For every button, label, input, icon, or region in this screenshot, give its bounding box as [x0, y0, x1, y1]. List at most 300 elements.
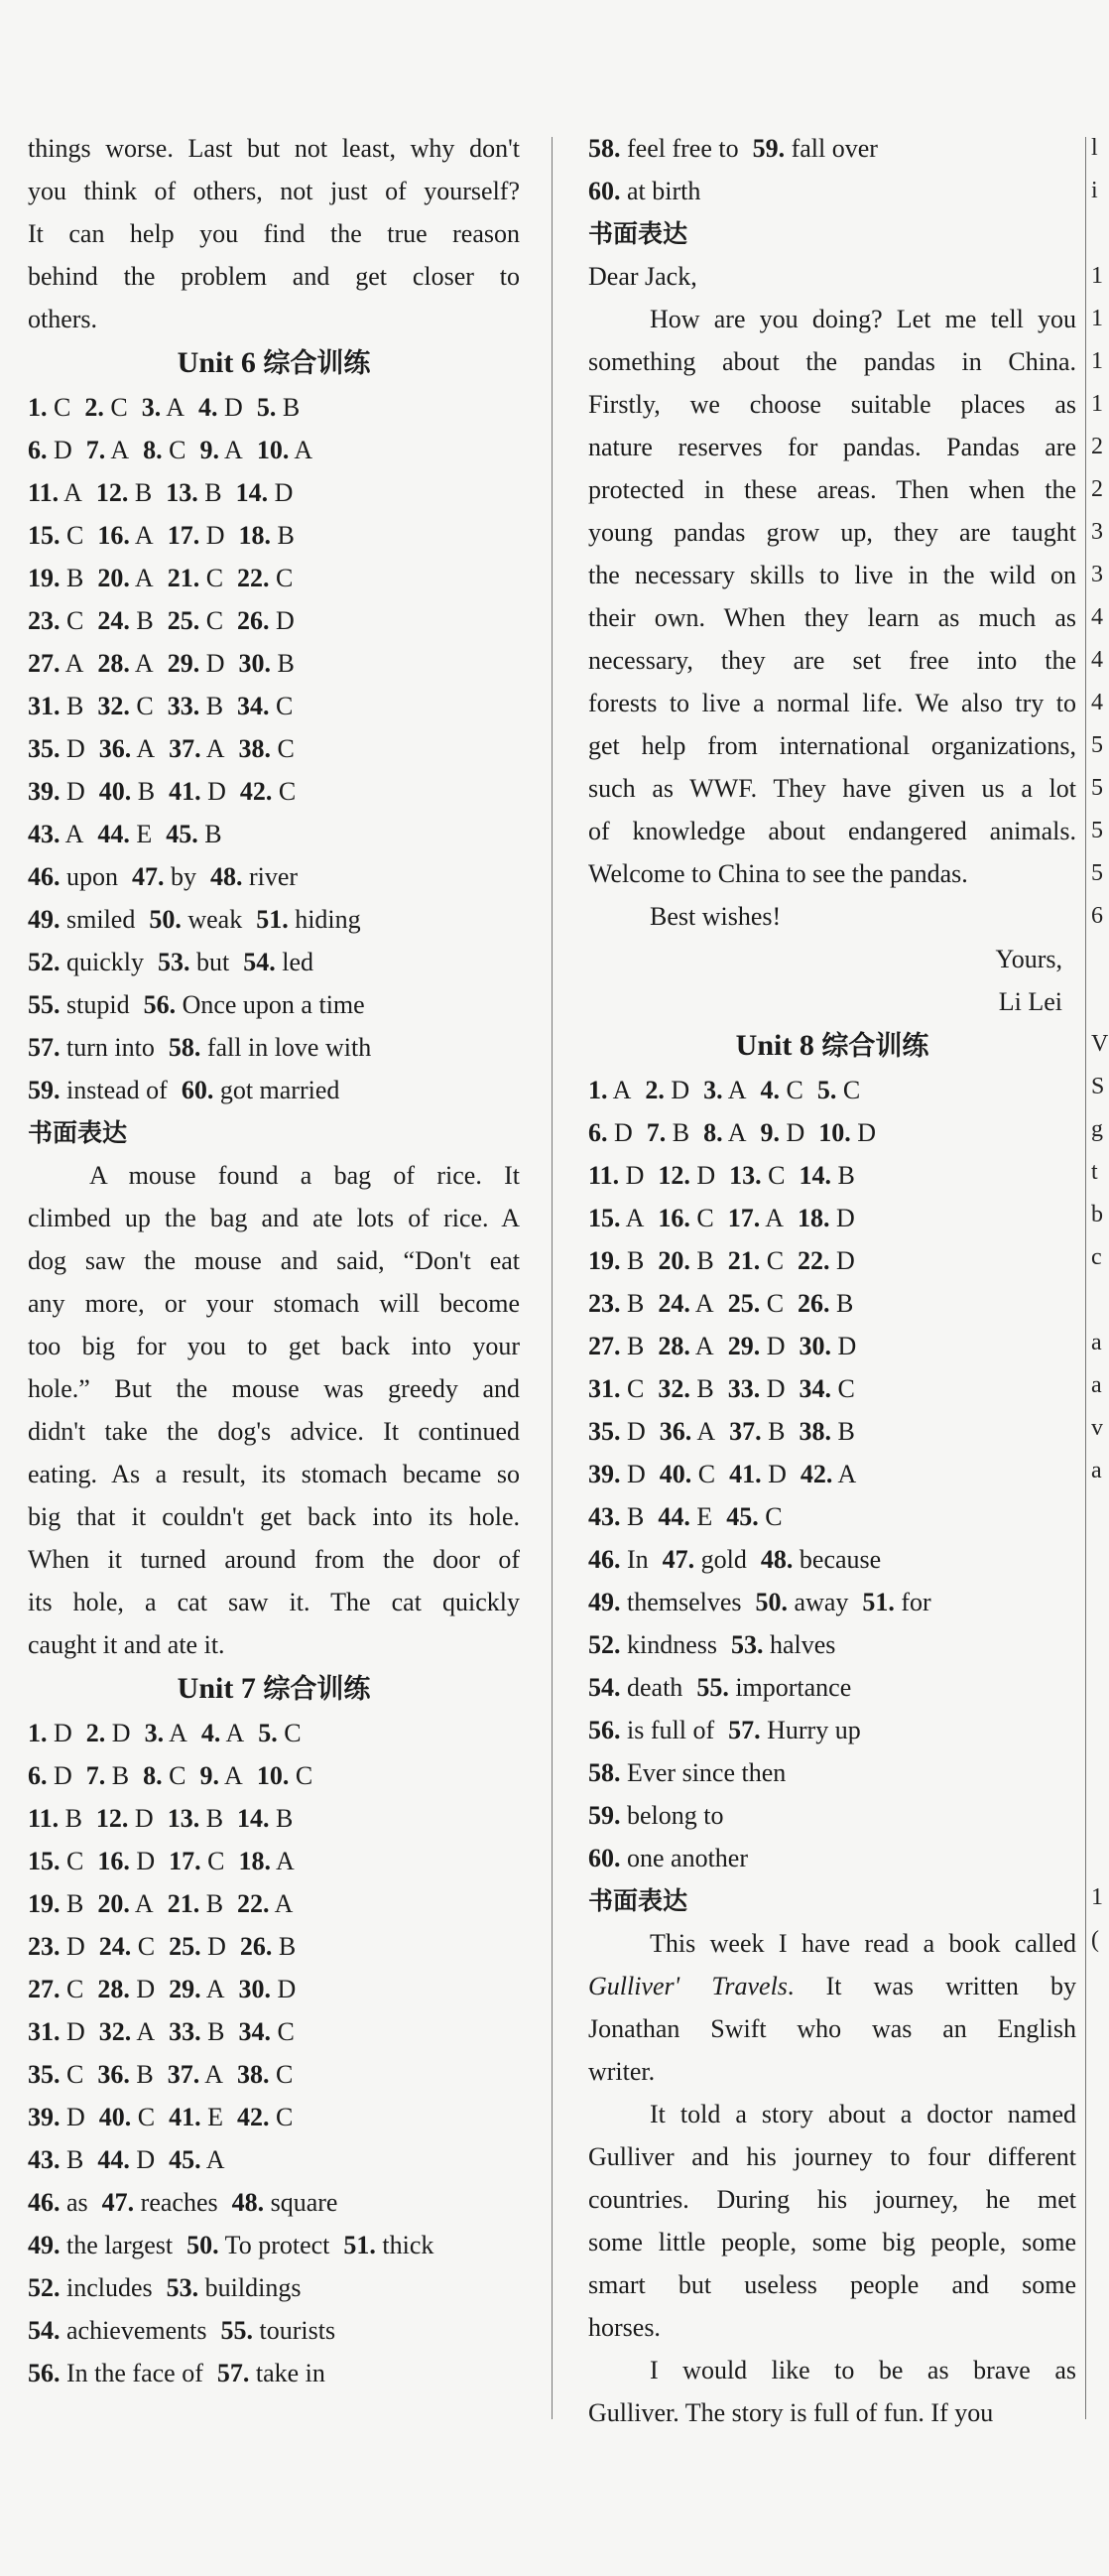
answer-value: In the face of	[60, 2359, 203, 2387]
answer-item	[588, 1495, 644, 1538]
answer-row	[28, 1754, 520, 1797]
answer-value: C	[761, 1161, 786, 1190]
answer-number: 1.	[28, 393, 48, 422]
answer-value: for	[894, 1588, 931, 1616]
answer-value: To protect	[218, 2231, 330, 2259]
answer-item	[799, 1410, 854, 1453]
answer-number: 26.	[237, 606, 270, 635]
answer-row	[588, 1538, 1076, 1581]
answer-number: 47.	[662, 1545, 695, 1574]
answer-number: 59.	[752, 134, 786, 163]
edge-glyph: 2	[1091, 434, 1103, 459]
answer-value: reaches	[134, 2188, 218, 2217]
answer-value: A	[60, 820, 84, 848]
answer-number: 25.	[727, 1289, 761, 1318]
unit8-title-cn: 综合训练	[821, 1031, 929, 1062]
answer-row	[28, 898, 520, 941]
answer-value: B	[60, 2145, 84, 2174]
answer-item	[588, 1751, 786, 1794]
answer-row	[28, 983, 520, 1026]
letter-closing: Best wishes!	[650, 902, 782, 931]
edge-glyph: 3	[1091, 519, 1103, 545]
text-line: necessary, they are set free into the	[588, 646, 1076, 675]
answer-number: 46.	[28, 2188, 61, 2217]
answer-value: C	[269, 564, 294, 592]
answer-number: 54.	[28, 2316, 61, 2345]
answer-row	[28, 1968, 520, 2010]
answer-value: by	[164, 862, 196, 891]
answer-item	[97, 1840, 155, 1882]
answer-number: 27.	[588, 1332, 621, 1360]
answer-item	[97, 1882, 153, 1925]
text-line: When it turned around from the door of	[28, 1545, 520, 1574]
answer-number: 34.	[799, 1374, 831, 1403]
answer-number: 13.	[167, 1804, 200, 1833]
answer-number: 5.	[258, 1719, 278, 1747]
answer-item	[168, 514, 225, 557]
column-divider-right	[1085, 137, 1086, 2419]
edge-glyph: 2	[1091, 476, 1103, 502]
answer-number: 36.	[659, 1417, 692, 1446]
answer-number: 9.	[199, 436, 219, 464]
answer-item	[158, 941, 229, 983]
left-column	[28, 127, 520, 2394]
answer-row	[28, 2138, 520, 2181]
answer-number: 38.	[799, 1417, 831, 1446]
answer-value: C	[270, 2017, 295, 2046]
answer-number: 40.	[98, 777, 132, 806]
answer-number: 22.	[237, 564, 270, 592]
answer-number: 41.	[729, 1460, 762, 1488]
answer-number: 39.	[28, 777, 61, 806]
answer-number: 29.	[727, 1332, 761, 1360]
answer-row	[588, 127, 1076, 170]
edge-glyph	[1091, 1492, 1109, 1535]
answer-value: C	[131, 1932, 156, 1961]
answer-value: D	[270, 1975, 297, 2003]
answer-value: river	[242, 862, 299, 891]
answer-row	[28, 1026, 520, 1069]
answer-number: 31.	[588, 1374, 621, 1403]
answer-item	[240, 770, 296, 813]
answer-value: B	[60, 564, 84, 592]
edge-glyph: 1	[1091, 391, 1103, 417]
book-title-rest: . It was written by	[787, 1972, 1076, 2000]
answer-row	[588, 1453, 1076, 1495]
answer-item	[645, 1069, 689, 1111]
answer-item	[142, 386, 185, 429]
answer-value: death	[620, 1673, 683, 1702]
answer-item	[703, 1111, 746, 1154]
answer-item	[588, 1581, 742, 1623]
answer-item	[28, 855, 118, 898]
answer-item	[588, 1623, 717, 1666]
answer-row	[28, 2096, 520, 2138]
answer-value: A	[689, 1289, 714, 1318]
answer-number: 16.	[97, 521, 130, 550]
answer-row	[28, 2309, 520, 2352]
answer-value: E	[689, 1502, 713, 1531]
text-line: others.	[28, 305, 98, 333]
answer-value: B	[60, 692, 84, 720]
text-line: you think of others, not just of yourself?	[28, 177, 520, 205]
answer-row	[28, 514, 520, 557]
answer-value: C	[760, 1289, 785, 1318]
answer-number: 7.	[85, 436, 106, 464]
answer-number: 36.	[97, 2060, 130, 2089]
answer-number: 51.	[343, 2231, 376, 2259]
answer-number: 35.	[28, 734, 61, 763]
answer-item	[166, 813, 221, 855]
edge-glyph: 1	[1091, 306, 1103, 331]
answer-item	[168, 557, 223, 599]
answer-number: 58.	[168, 1033, 201, 1062]
answer-item	[28, 1925, 85, 1968]
text-line: Gulliver. The story is full of fun. If you	[588, 2398, 994, 2427]
answer-item	[238, 727, 294, 770]
unit7-answers-continued	[588, 127, 1076, 212]
answer-item	[97, 1968, 155, 2010]
answer-number: 53.	[166, 2273, 199, 2302]
answer-value: D	[269, 606, 295, 635]
unit7-answers	[28, 1712, 520, 2394]
answer-value: D	[779, 1118, 805, 1147]
book-review-first-line	[588, 1922, 1076, 1965]
answer-value: C	[691, 1460, 716, 1488]
answer-value: D	[850, 1118, 877, 1147]
answer-item	[588, 1538, 649, 1581]
answer-value: hiding	[288, 905, 361, 934]
edge-glyph: S	[1091, 1074, 1105, 1099]
answer-number: 15.	[28, 521, 61, 550]
answer-item	[237, 599, 295, 642]
answer-row	[28, 2053, 520, 2096]
answer-row	[28, 557, 520, 599]
answer-item	[647, 1111, 689, 1154]
answer-item	[728, 1282, 784, 1325]
answer-item	[238, 514, 294, 557]
answer-item	[168, 685, 223, 727]
unit8-writing-title: 书面表达	[588, 1886, 688, 1915]
answer-number: 25.	[169, 1932, 201, 1961]
text-line: climbed up the bag and ate lots of rice. A	[28, 1204, 520, 1232]
answer-item	[257, 1754, 312, 1797]
answer-item	[28, 386, 70, 429]
answer-value: B	[200, 2017, 225, 2046]
answer-row	[588, 1837, 1076, 1879]
answer-number: 49.	[28, 905, 61, 934]
answer-value: Hurry up	[760, 1716, 861, 1744]
answer-item	[28, 2010, 85, 2053]
answer-number: 26.	[798, 1289, 830, 1318]
answer-item	[236, 471, 294, 514]
answer-number: 18.	[238, 1847, 271, 1875]
answer-value: instead of	[60, 1076, 168, 1104]
edge-glyph	[1091, 1620, 1109, 1663]
answer-value: B	[620, 1502, 645, 1531]
answer-item	[169, 1925, 226, 1968]
answer-item	[588, 1410, 646, 1453]
answer-value: B	[830, 1161, 855, 1190]
answer-number: 57.	[28, 1033, 61, 1062]
answer-item	[658, 1495, 712, 1538]
answer-item	[728, 1709, 861, 1751]
answer-item	[149, 898, 242, 941]
answer-item	[696, 1666, 851, 1709]
answer-item	[731, 1623, 835, 1666]
answer-number: 19.	[28, 1889, 61, 1918]
answer-number: 55.	[28, 990, 61, 1019]
answer-row	[588, 1581, 1076, 1623]
answer-value: stupid	[60, 990, 130, 1019]
answer-item	[99, 2010, 155, 2053]
answer-value: A	[620, 1204, 645, 1232]
answer-item	[761, 1538, 881, 1581]
answer-number: 30.	[238, 1975, 271, 2003]
answer-item	[97, 685, 153, 727]
answer-number: 55.	[696, 1673, 729, 1702]
answer-item	[102, 2181, 218, 2224]
answer-item	[28, 642, 83, 685]
answer-number: 51.	[256, 905, 289, 934]
answer-number: 19.	[588, 1246, 621, 1275]
answer-number: 21.	[727, 1246, 761, 1275]
answer-row	[28, 1797, 520, 1840]
answer-number: 22.	[237, 1889, 270, 1918]
answer-item	[729, 1410, 785, 1453]
answer-row	[588, 1623, 1076, 1666]
answer-row	[28, 2181, 520, 2224]
answer-item	[143, 429, 185, 471]
edge-glyph	[1091, 1834, 1109, 1876]
answer-value: E	[200, 2103, 224, 2131]
answer-value: C	[836, 1076, 861, 1104]
answer-item	[28, 2096, 85, 2138]
answer-item	[28, 1026, 155, 1069]
text-line: smart but useless people and some	[588, 2270, 1076, 2299]
answer-item	[169, 2096, 223, 2138]
answer-number: 32.	[98, 2017, 132, 2046]
answer-value: A	[200, 734, 225, 763]
text-line: horses.	[588, 2313, 661, 2342]
answer-number: 3.	[141, 393, 162, 422]
answer-number: 21.	[167, 1889, 200, 1918]
answer-row	[588, 170, 1076, 212]
answer-number: 44.	[97, 820, 130, 848]
text-line: countries. During his journey, he met	[588, 2185, 1076, 2214]
answer-value: D	[200, 777, 226, 806]
answer-number: 53.	[731, 1630, 764, 1659]
edge-glyph	[1091, 1663, 1109, 1706]
answer-number: 46.	[28, 862, 61, 891]
answer-number: 10.	[818, 1118, 851, 1147]
answer-item	[144, 983, 365, 1026]
answer-item	[862, 1581, 930, 1623]
answer-row	[28, 1882, 520, 1925]
answer-row	[588, 1325, 1076, 1367]
edge-glyph: 1	[1091, 1884, 1103, 1910]
answer-row	[28, 855, 520, 898]
unit8-heading	[588, 1023, 1076, 1069]
answer-row	[28, 727, 520, 770]
edge-glyph: g	[1091, 1116, 1103, 1142]
answer-number: 2.	[85, 1719, 106, 1747]
answer-number: 7.	[85, 1761, 106, 1790]
answer-item	[28, 1754, 72, 1797]
answer-item	[186, 2224, 329, 2266]
answer-number: 60.	[588, 177, 621, 205]
answer-row	[588, 1069, 1076, 1111]
answer-item	[798, 1239, 855, 1282]
text-line: didn't take the dog's advice. It continued	[28, 1417, 520, 1446]
answer-value: C	[131, 2103, 156, 2131]
answer-item	[237, 2053, 293, 2096]
answer-value: D	[217, 393, 243, 422]
answer-item	[660, 1453, 715, 1495]
answer-value: C	[199, 606, 224, 635]
answer-value: take in	[249, 2359, 325, 2387]
cropped-next-column-edge	[1091, 127, 1109, 2047]
answer-number: 32.	[658, 1374, 690, 1403]
answer-item	[168, 1882, 223, 1925]
answer-item	[28, 514, 83, 557]
answer-number: 24.	[97, 606, 130, 635]
answer-item	[86, 1754, 129, 1797]
answer-value: A	[220, 1719, 245, 1747]
edge-glyph	[1091, 1578, 1109, 1620]
text-line: the necessary skills to live in the wild on	[588, 561, 1076, 589]
answer-number: 37.	[169, 734, 201, 763]
answer-number: 47.	[101, 2188, 135, 2217]
answer-number: 35.	[28, 2060, 61, 2089]
answer-item	[760, 1069, 802, 1111]
answer-number: 48.	[210, 862, 243, 891]
answer-item	[28, 557, 83, 599]
answer-item	[97, 642, 153, 685]
unit6-title: Unit 6	[177, 346, 256, 379]
answer-number: 14.	[799, 1161, 831, 1190]
answer-value: B	[270, 521, 295, 550]
answer-number: 14.	[237, 1804, 270, 1833]
answer-number: 27.	[28, 1975, 61, 2003]
answer-number: 3.	[144, 1719, 165, 1747]
answer-number: 8.	[143, 1761, 163, 1790]
text-line: dog saw the mouse and said, “Don't eat	[28, 1246, 520, 1275]
answer-value: A	[131, 2017, 156, 2046]
answer-number: 20.	[97, 1889, 130, 1918]
answer-number: 24.	[98, 1932, 132, 1961]
answer-row	[28, 2352, 520, 2394]
answer-item	[28, 1712, 72, 1754]
answer-number: 22.	[798, 1246, 830, 1275]
answer-number: 43.	[28, 2145, 61, 2174]
answer-item	[799, 1367, 854, 1410]
answer-item	[801, 1453, 856, 1495]
answer-value: Once upon a time	[176, 990, 365, 1019]
answer-number: 57.	[728, 1716, 761, 1744]
text-line: eating. As a result, its stomach became so	[28, 1460, 520, 1488]
unit7-title-cn: 综合训练	[263, 1674, 371, 1705]
unit5-writing-tail	[28, 127, 520, 340]
edge-glyph: a	[1091, 1330, 1102, 1355]
answer-row	[588, 1239, 1076, 1282]
answer-value: C	[199, 564, 224, 592]
answer-value: importance	[728, 1673, 852, 1702]
answer-value: themselves	[620, 1588, 742, 1616]
text-line: It told a story about a doctor named	[650, 2100, 1076, 2128]
answer-item	[217, 2352, 325, 2394]
answer-number: 58.	[588, 134, 621, 163]
answer-number: 10.	[256, 436, 290, 464]
answer-item	[221, 2309, 336, 2352]
answer-item	[728, 1325, 786, 1367]
answer-number: 18.	[798, 1204, 830, 1232]
answer-row	[28, 429, 520, 471]
answer-value: B	[620, 1246, 645, 1275]
answer-item	[28, 2266, 153, 2309]
answer-item	[168, 599, 223, 642]
answer-value: one another	[620, 1844, 749, 1872]
answer-value: D	[60, 2103, 85, 2131]
edge-glyph: (	[1091, 1927, 1099, 1953]
answer-value: turn into	[60, 1033, 155, 1062]
edge-glyph: v	[1091, 1415, 1103, 1441]
answer-value: B	[59, 1804, 82, 1833]
answer-number: 17.	[727, 1204, 761, 1232]
unit7-writing-title: 书面表达	[588, 219, 688, 248]
text-line: It can help you find the true reason	[28, 219, 520, 248]
unit7-title: Unit 7	[177, 1672, 256, 1705]
answer-value: B	[60, 1889, 84, 1918]
answer-item	[132, 855, 196, 898]
answer-value: C	[60, 1975, 84, 2003]
answer-value: D	[129, 1847, 156, 1875]
answer-item	[588, 127, 739, 170]
edge-glyph: 5	[1091, 732, 1103, 758]
answer-value: A	[161, 393, 185, 422]
answer-value: D	[129, 1975, 156, 2003]
answer-value: A	[129, 649, 154, 678]
answer-item	[166, 471, 221, 514]
answer-item	[28, 599, 83, 642]
answer-number: 40.	[98, 2103, 132, 2131]
answer-value: D	[268, 478, 294, 507]
answer-number: 59.	[28, 1076, 61, 1104]
answer-value: B	[197, 820, 222, 848]
answer-row	[588, 1495, 1076, 1538]
book-review-first-line-prefix: This week I have read a book called	[650, 1929, 1076, 1958]
edge-glyph: b	[1091, 1202, 1103, 1227]
answer-value: C	[689, 1204, 714, 1232]
answer-row	[28, 1840, 520, 1882]
book-title: Gulliver' Travels	[588, 1972, 788, 2000]
answer-item	[343, 2224, 433, 2266]
answer-row	[588, 1794, 1076, 1837]
answer-value: A	[129, 564, 154, 592]
answer-number: 50.	[755, 1588, 789, 1616]
answer-row	[28, 386, 520, 429]
book-review-title-line	[588, 1965, 1076, 2007]
answer-number: 2.	[645, 1076, 665, 1104]
answer-item	[588, 1367, 644, 1410]
answer-row	[28, 813, 520, 855]
answer-number: 54.	[588, 1673, 621, 1702]
answer-item	[168, 642, 225, 685]
answer-item	[799, 1154, 854, 1197]
answer-value: D	[47, 436, 72, 464]
answer-number: 18.	[238, 521, 271, 550]
answer-item	[201, 1712, 244, 1754]
